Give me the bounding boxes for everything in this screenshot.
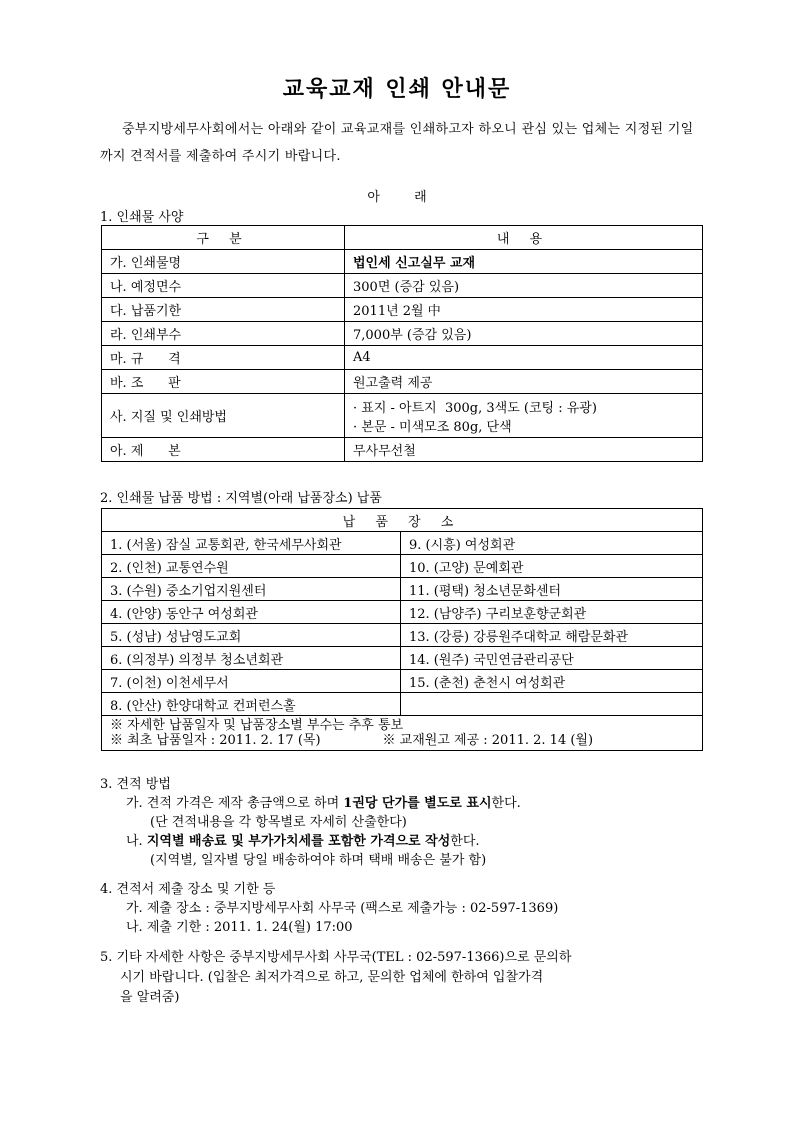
table-row [102, 624, 703, 647]
table-row [102, 346, 703, 370]
delivery-place: 1. (서울) 잠실 교통회관, 한국세무사회관 [102, 532, 401, 555]
delivery-place: 5. (성남) 성남영도교회 [102, 624, 401, 647]
spec-value: 원고출력 제공 [345, 370, 703, 394]
estimate-b-text: 나. [126, 834, 147, 849]
spec-value: 7,000부 (증감 있음) [345, 322, 703, 346]
delivery-place: 15. (춘천) 춘천시 여성회관 [401, 670, 703, 693]
spec-key: 라. 인쇄부수 [102, 322, 345, 346]
spec-key: 나. 예정면수 [102, 274, 345, 298]
section-3 [100, 775, 521, 870]
section-3-heading: 3. 견적 방법 [100, 777, 171, 792]
document-title: 교육교재 인쇄 안내문 [282, 76, 512, 102]
spec-value [345, 394, 703, 438]
table-row [102, 601, 703, 624]
spec-col-left: 구 분 [102, 226, 345, 250]
estimate-item-a-sub: (단 견적내용을 각 항목별로 자세히 산출한다) [150, 815, 407, 830]
delivery-place: 10. (고양) 문예회관 [401, 555, 703, 578]
table-row [102, 555, 703, 578]
table-row [102, 670, 703, 693]
table-row [102, 250, 703, 274]
delivery-place: 12. (남양주) 구리보훈향군회관 [401, 601, 703, 624]
delivery-place: 13. (강릉) 강릉원주대학교 해람문화관 [401, 624, 703, 647]
section-5 [100, 948, 696, 1008]
table-row [102, 578, 703, 601]
spec-key: 가. 인쇄물명 [102, 250, 345, 274]
spec-value: 법인세 신고실무 교재 [345, 250, 703, 274]
section-4 [100, 880, 558, 937]
delivery-place: 7. (이천) 이천세무서 [102, 670, 401, 693]
estimate-b-emphasis: 지역별 배송료 및 부가가치세를 포함한 가격으로 작성 [146, 834, 451, 849]
estimate-item-b-sub: (지역별, 일자별 당일 배송하여야 하며 택배 배송은 불가 함) [150, 853, 487, 868]
delivery-place: 8. (안산) 한양대학교 컨퍼런스홀 [102, 693, 401, 716]
delivery-place [401, 693, 703, 716]
delivery-note-line: ※ 자세한 납품일자 및 납품장소별 부수는 추후 통보 [110, 718, 404, 733]
delivery-place: 3. (수원) 중소기업지원센터 [102, 578, 401, 601]
spec-key: 바. 조 판 [102, 370, 345, 394]
spec-value-line: · 본문 - 미색모조 80g, 단색 [353, 419, 512, 435]
submit-place: 가. 제출 장소 : 중부지방세무사회 사무국 (팩스로 제출가능 : 02-597-1369) [126, 901, 559, 916]
first-delivery-date: ※ 최초 납품일자 : 2011. 2. 17 (목) [110, 733, 321, 748]
estimate-a-tail: 한다. [491, 796, 521, 811]
delivery-note-line [110, 733, 694, 748]
spec-value-line: · 표지 - 아트지 300g, 3색도 (코팅 : 유광) [353, 400, 597, 416]
spec-header-row [102, 226, 703, 250]
other-line: 을 알려줌) [120, 990, 180, 1005]
table-row [102, 370, 703, 394]
spec-table [101, 225, 703, 462]
manuscript-date: ※ 교재원고 제공 : 2011. 2. 14 (월) [382, 733, 594, 748]
spec-value: 무사무선철 [345, 438, 703, 462]
delivery-table [101, 508, 703, 751]
spec-key: 다. 납품기한 [102, 298, 345, 322]
delivery-note-row [102, 716, 703, 751]
spec-value: 2011년 2월 中 [345, 298, 703, 322]
delivery-note [102, 716, 703, 751]
estimate-a-emphasis: 1권당 단가를 별도로 표시 [343, 796, 492, 811]
table-row [102, 532, 703, 555]
other-line: 시기 바랍니다. (입찰은 최저가격으로 하고, 문의한 업체에 한하여 입찰가격 [120, 970, 544, 985]
delivery-place: 6. (의정부) 의정부 청소년회관 [102, 647, 401, 670]
spec-value: 300면 (증감 있음) [345, 274, 703, 298]
estimate-item-b [100, 832, 521, 851]
ah-rae-heading: 아 래 [367, 190, 427, 205]
table-row [102, 394, 703, 438]
other-line: 5. 기타 자세한 사항은 중부지방세무사회 사무국(TEL : 02-597-1366)으로 문의하 [100, 950, 572, 965]
submit-deadline: 나. 제출 기한 : 2011. 1. 24(월) 17:00 [126, 920, 353, 935]
spec-value: A4 [345, 346, 703, 370]
table-row [102, 298, 703, 322]
delivery-place: 14. (원주) 국민연금관리공단 [401, 647, 703, 670]
delivery-place: 11. (평택) 청소년문화센터 [401, 578, 703, 601]
spec-key: 사. 지질 및 인쇄방법 [102, 394, 345, 438]
section-1-heading: 1. 인쇄물 사양 [100, 210, 184, 225]
delivery-place: 9. (시흥) 여성회관 [401, 532, 703, 555]
estimate-item-a [100, 794, 521, 813]
table-row [102, 438, 703, 462]
estimate-a-text: 가. 견적 가격은 제작 총금액으로 하며 [126, 796, 344, 811]
table-row [102, 322, 703, 346]
spec-key: 마. 규 격 [102, 346, 345, 370]
table-row [102, 693, 703, 716]
section-2-heading: 2. 인쇄물 납품 방법 : 지역별(아래 납품장소) 납품 [100, 491, 382, 506]
delivery-header-row [102, 509, 703, 532]
delivery-place: 2. (인천) 교통연수원 [102, 555, 401, 578]
estimate-b-tail: 한다. [450, 834, 480, 849]
table-row [102, 647, 703, 670]
spec-key: 아. 제 본 [102, 438, 345, 462]
delivery-col-header: 납 품 장 소 [102, 509, 703, 532]
spec-col-right: 내 용 [345, 226, 703, 250]
table-row [102, 274, 703, 298]
delivery-place: 4. (안양) 동안구 여성회관 [102, 601, 401, 624]
section-4-heading: 4. 견적서 제출 장소 및 기한 등 [100, 882, 276, 897]
intro-paragraph: 중부지방세무사회에서는 아래와 같이 교육교재를 인쇄하고자 하오니 관심 있는 업체는 지정된 기일까지 견적서를 제출하여 주시기 바랍니다. [100, 122, 694, 164]
